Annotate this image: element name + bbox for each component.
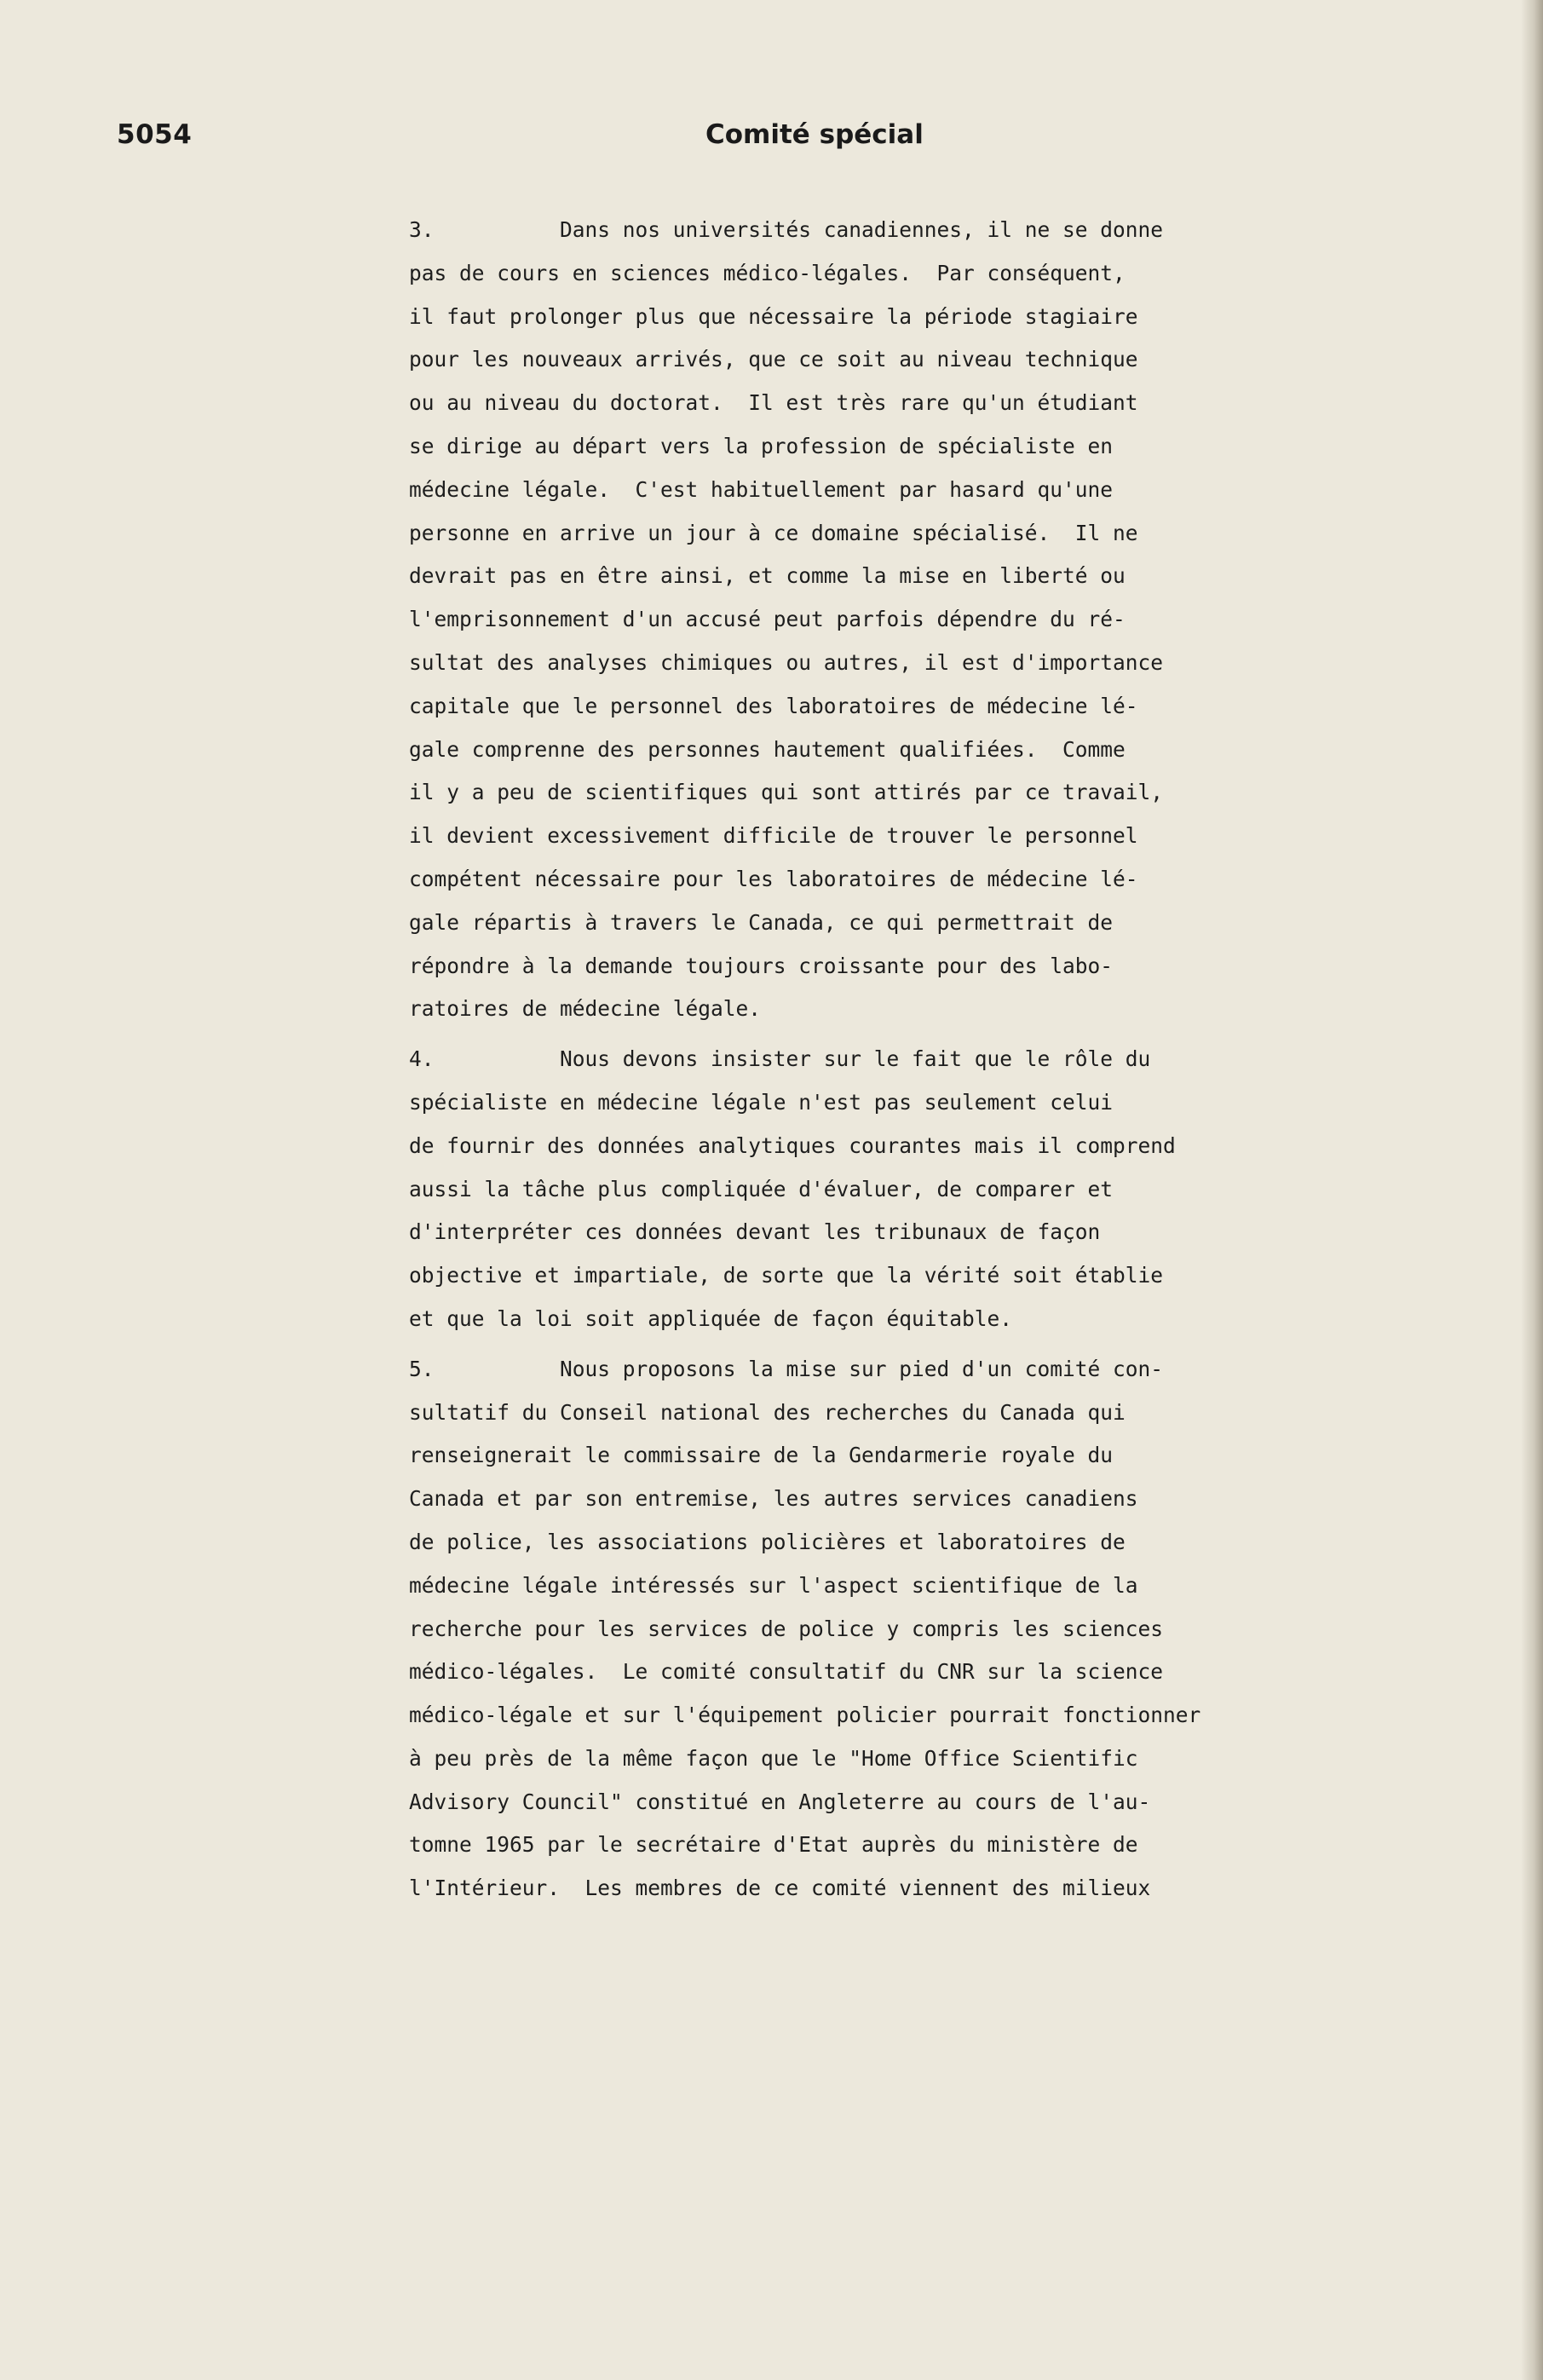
text-line: il y a peu de scientifiques qui sont attirés par ce travail, <box>409 780 1164 805</box>
paragraph <box>409 1038 1517 1341</box>
text-line: médico-légale et sur l'équipement policier pourrait fonctionner <box>409 1703 1201 1728</box>
text-line: pas de cours en sciences médico-légales. Par conséquent, <box>409 260 1126 285</box>
text-line: devrait pas en être ainsi, et comme la mise en liberté ou <box>409 563 1126 589</box>
text-line: de fournir des données analytiques courantes mais il comprend <box>409 1132 1176 1158</box>
text-line: l'emprisonnement d'un accusé peut parfois dépendre du ré- <box>409 607 1126 632</box>
text-line: répondre à la demande toujours croissante pour des labo- <box>409 953 1114 978</box>
running-title: Comité spécial <box>705 119 924 150</box>
text-line: médecine légale intéressés sur l'aspect scientifique de la <box>409 1572 1138 1598</box>
text-line: à peu près de la même façon que le "Home Office Scientific <box>409 1745 1138 1771</box>
text-line: renseignerait le commissaire de la Gendarmerie royale du <box>409 1443 1114 1468</box>
text-line: d'interpréter ces données devant les tribunaux de façon <box>409 1219 1101 1245</box>
text-line: se dirige au départ vers la profession de spécialiste en <box>409 433 1114 458</box>
text-line: de police, les associations policières et laboratoires de <box>409 1529 1126 1554</box>
text-line: 4. Nous devons insister sur le fait que le rôle du <box>409 1046 1151 1072</box>
text-line: ou au niveau du doctorat. Il est très rare qu'un étudiant <box>409 390 1138 416</box>
text-line: aussi la tâche plus compliquée d'évaluer, de comparer et <box>409 1176 1114 1202</box>
text-line: ratoires de médecine légale. <box>409 996 762 1022</box>
text-line: personne en arrive un jour à ce domaine spécialisé. Il ne <box>409 520 1138 545</box>
page-number: 5054 <box>117 119 193 150</box>
text-line: il faut prolonger plus que nécessaire la période stagiaire <box>409 303 1138 329</box>
body-text <box>409 209 1517 1910</box>
text-line: tomne 1965 par le secrétaire d'Etat auprès du ministère de <box>409 1832 1138 1858</box>
page-edge-shadow <box>1521 0 1543 2380</box>
text-line: gale répartis à travers le Canada, ce qui permettrait de <box>409 909 1114 935</box>
page-header <box>0 119 1543 153</box>
paragraph <box>409 1348 1517 1910</box>
text-line: pour les nouveaux arrivés, que ce soit au niveau technique <box>409 347 1138 372</box>
text-line: compétent nécessaire pour les laboratoires de médecine lé- <box>409 866 1138 891</box>
paragraph-gap <box>409 1341 1517 1348</box>
paragraph <box>409 209 1517 1031</box>
text-line: 5. Nous proposons la mise sur pied d'un comité con- <box>409 1356 1164 1381</box>
text-line: l'Intérieur. Les membres de ce comité viennent des milieux <box>409 1876 1151 1901</box>
text-line: il devient excessivement difficile de trouver le personnel <box>409 823 1138 849</box>
text-line: sultatif du Conseil national des recherches du Canada qui <box>409 1399 1126 1425</box>
text-line: médico-légales. Le comité consultatif du CNR sur la science <box>409 1659 1164 1685</box>
text-line: capitale que le personnel des laboratoires de médecine lé- <box>409 693 1138 718</box>
text-line: sultat des analyses chimiques ou autres, il est d'importance <box>409 649 1164 675</box>
text-line: et que la loi soit appliquée de façon équitable. <box>409 1305 1013 1331</box>
text-line: médecine légale. C'est habituellement par hasard qu'une <box>409 476 1114 502</box>
text-line: gale comprenne des personnes hautement qualifiées. Comme <box>409 736 1126 762</box>
text-line: Advisory Council" constitué en Angleterre au cours de l'au- <box>409 1789 1151 1814</box>
text-line: 3. Dans nos universités canadiennes, il ne se donne <box>409 217 1164 242</box>
text-line: Canada et par son entremise, les autres services canadiens <box>409 1486 1138 1512</box>
text-line: spécialiste en médecine légale n'est pas seulement celui <box>409 1089 1114 1115</box>
text-line: recherche pour les services de police y compris les sciences <box>409 1616 1164 1641</box>
paragraph-gap <box>409 1031 1517 1038</box>
text-line: objective et impartiale, de sorte que la vérité soit établie <box>409 1263 1164 1288</box>
